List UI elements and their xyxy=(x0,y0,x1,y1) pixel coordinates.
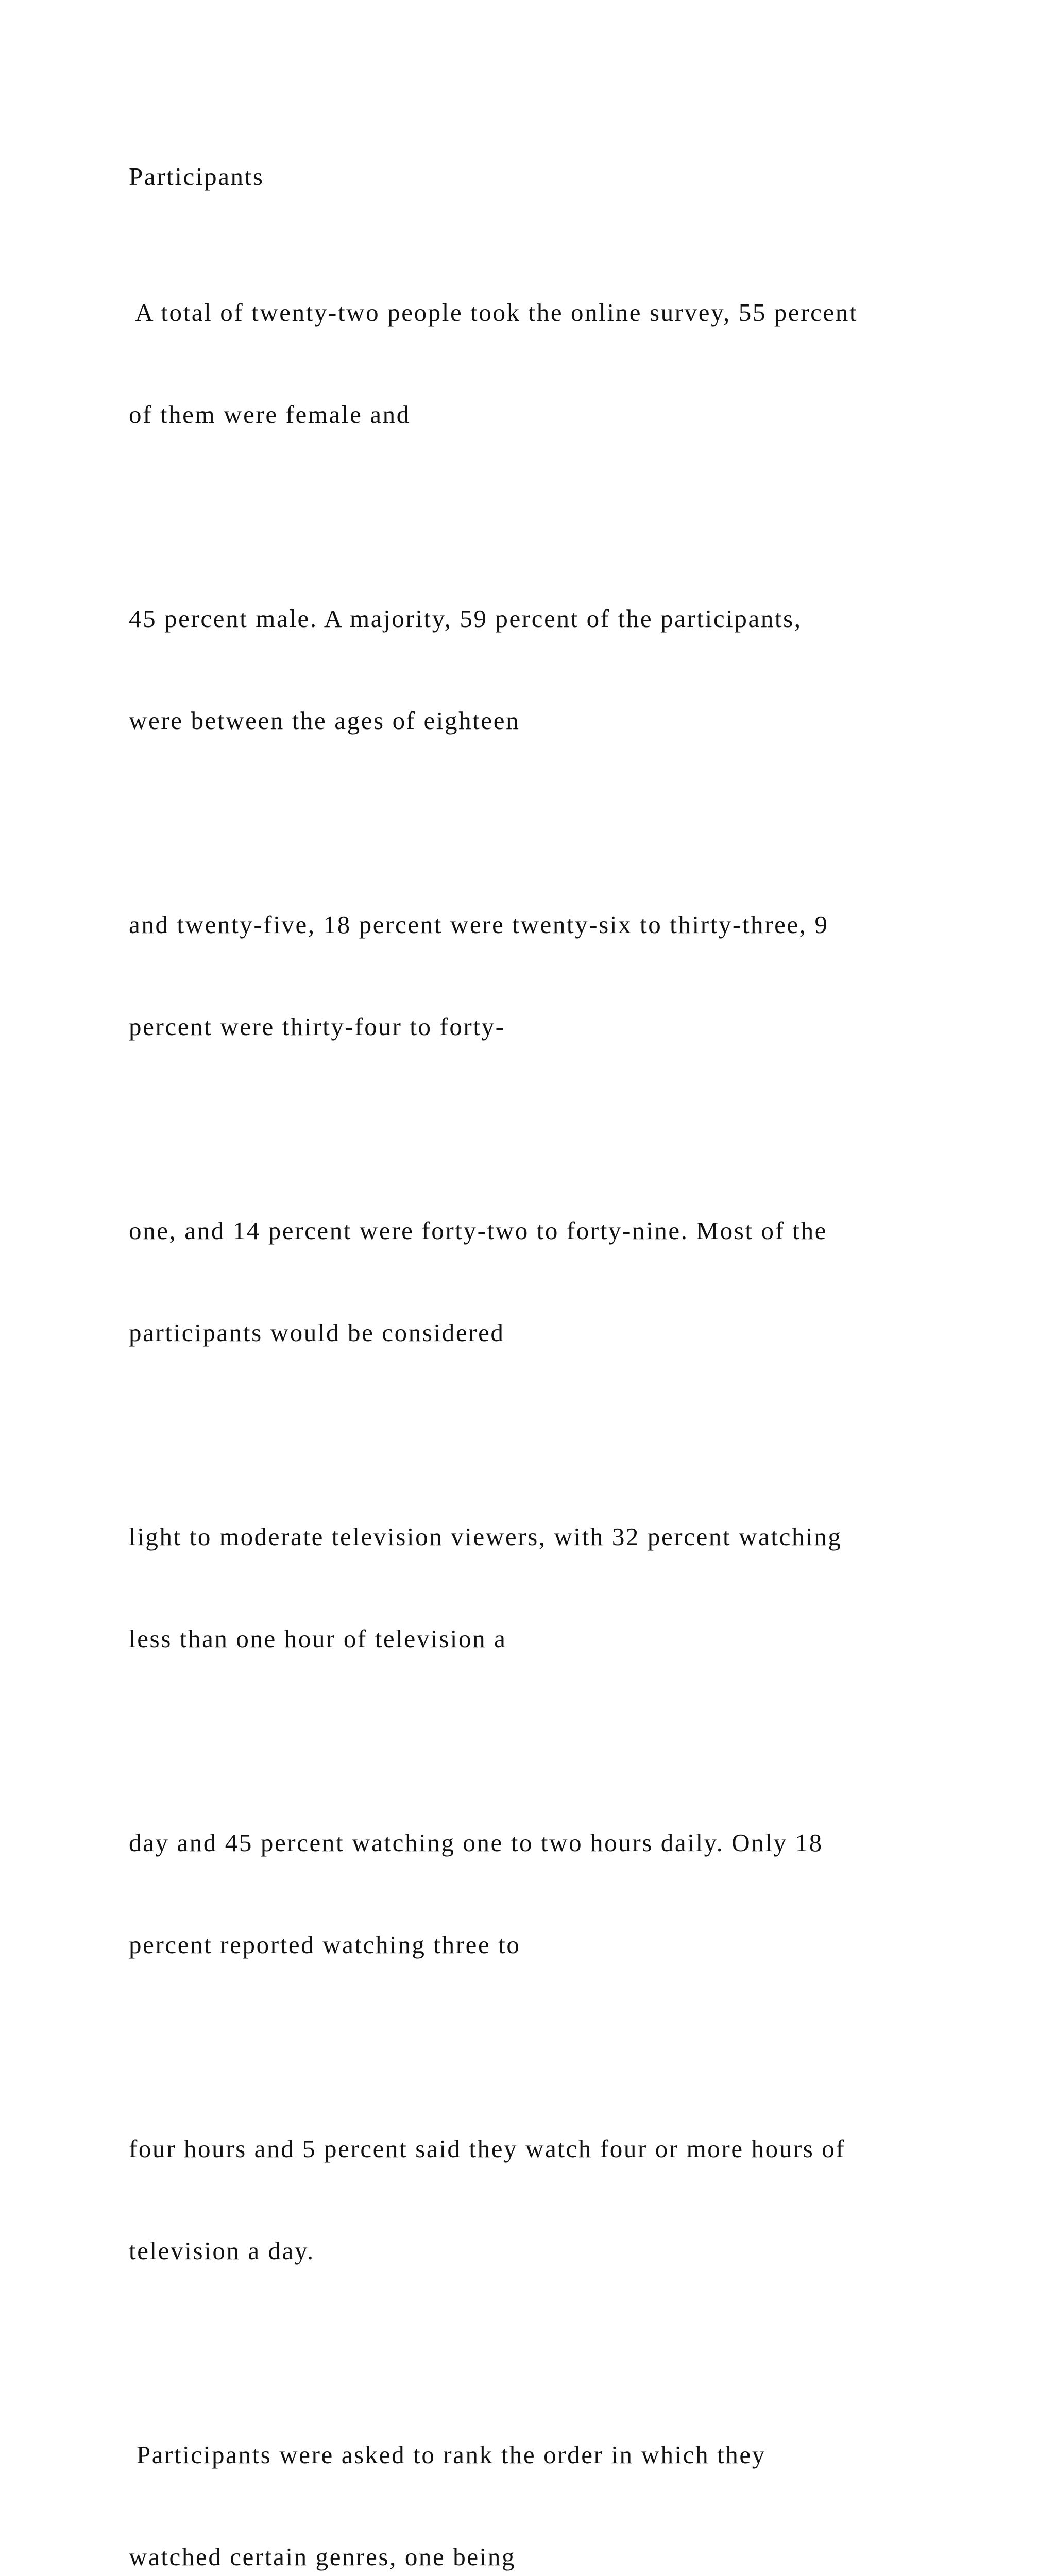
section-heading: Participants xyxy=(129,162,264,191)
text-line: A total of twenty-two people took the online survey, 55 percent xyxy=(129,298,858,327)
text-line: were between the ages of eighteen xyxy=(129,706,520,735)
text-line: Participants were asked to rank the order in which they xyxy=(129,2441,766,2469)
paragraph xyxy=(129,1146,979,1418)
text-line: less than one hour of television a xyxy=(129,1624,507,1653)
document-body xyxy=(129,160,979,2576)
text-line: day and 45 percent watching one to two hours daily. Only 18 xyxy=(129,1828,823,1857)
text-line: 45 percent male. A majority, 59 percent of the participants, xyxy=(129,604,802,633)
text-line: watched certain genres, one being xyxy=(129,2543,516,2571)
text-line: one, and 14 percent were forty-two to forty-nine. Most of the xyxy=(129,1216,828,1245)
text-line: and twenty-five, 18 percent were twenty-six to thirty-three, 9 xyxy=(129,910,829,939)
text-line: percent reported watching three to xyxy=(129,1930,521,1959)
paragraph xyxy=(129,2370,979,2576)
text-line: participants would be considered xyxy=(129,1318,505,1347)
text-line: of them were female and xyxy=(129,400,411,429)
paragraph xyxy=(129,1758,979,2030)
text-line: four hours and 5 percent said they watch four or more hours of xyxy=(129,2134,846,2163)
paragraph xyxy=(129,2064,979,2336)
text-line: percent were thirty-four to forty- xyxy=(129,1012,505,1041)
paragraph xyxy=(129,228,979,500)
text-line: television a day. xyxy=(129,2236,315,2265)
paragraph xyxy=(129,1452,979,1724)
text-line: light to moderate television viewers, with 32 percent watching xyxy=(129,1522,842,1551)
paragraph xyxy=(129,534,979,806)
paragraph xyxy=(129,840,979,1112)
